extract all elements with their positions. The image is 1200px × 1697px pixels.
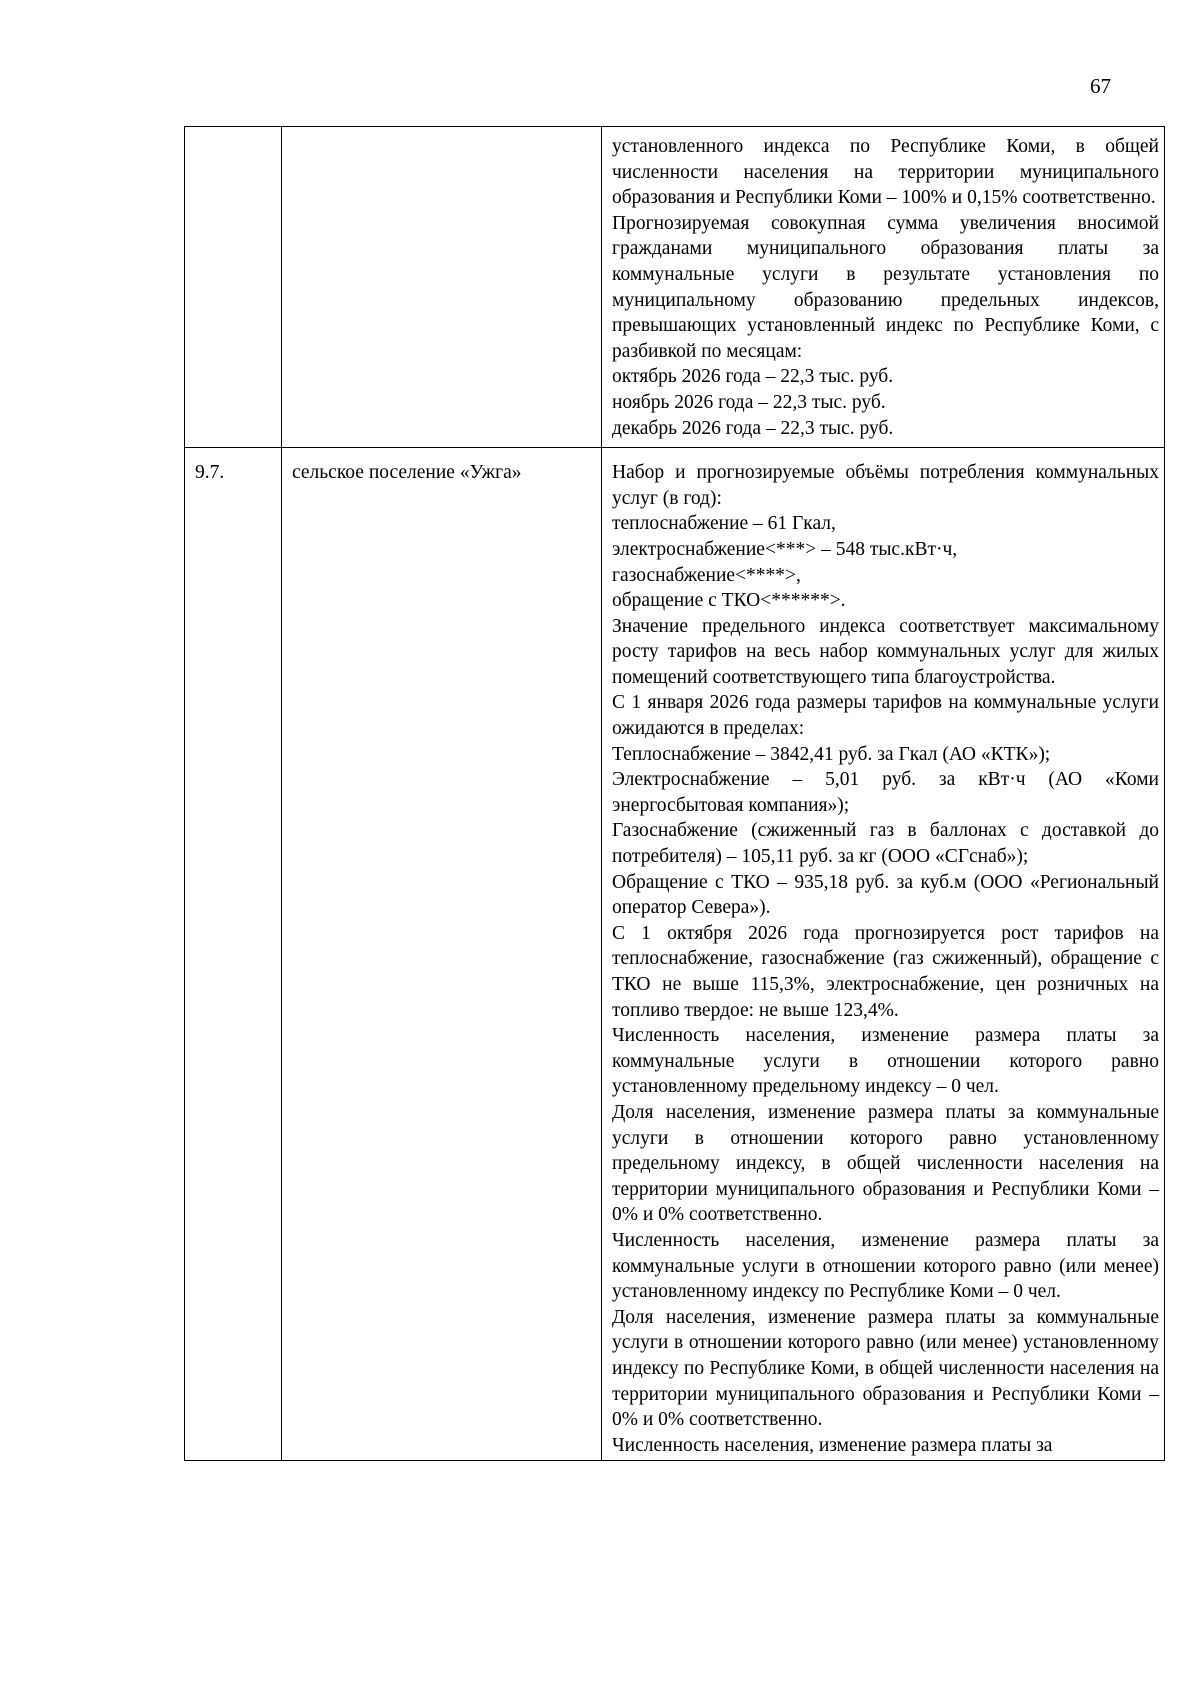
- municipality-name-cell: [282, 127, 602, 448]
- row-number-cell: [185, 127, 282, 448]
- paragraph: газоснабжение<****>,: [612, 564, 801, 586]
- tariff-table: [184, 126, 1165, 1461]
- paragraph: С 1 января 2026 года размеры тарифов на коммунальные услуги ожидаются в пределах:: [612, 692, 1159, 740]
- paragraph: С 1 октября 2026 года прогнозируется рост тарифов на теплоснабжение, газоснабжение (газ сжиженный), обращение с ТКО не выше 115,3%, электроснабжение, цен розничных на топливо твердое: не выше 123,4%.: [612, 922, 1159, 1021]
- paragraph: Доля населения, изменение размера платы за коммунальные услуги в отношении которого равно установленному предельному индексу, в общей численности населения на территории муниципального образования и Республики Коми – 0% и 0% соответственно.: [612, 1101, 1159, 1226]
- table-row: [185, 127, 1165, 448]
- paragraph: Теплоснабжение – 3842,41 руб. за Гкал (АО «КТК»);: [612, 743, 1051, 765]
- paragraph: Доля населения, изменение размера платы за коммунальные услуги в отношении которого равно (или менее) установленному индексу по Республике Коми, в общей численности населения на территории муниципального образования и Республики Коми – 0% и 0% соответственно.: [612, 1306, 1159, 1431]
- paragraph: октябрь 2026 года – 22,3 тыс. руб.: [612, 366, 894, 388]
- row-number-cell: 9.7.: [185, 448, 282, 1461]
- paragraph: Численность населения, изменение размера платы за: [612, 1434, 1053, 1456]
- table-row: [185, 448, 1165, 1461]
- municipality-name-cell: сельское поселение «Ужга»: [282, 448, 602, 1461]
- paragraph: электроснабжение<***> – 548 тыс.кВт·ч,: [612, 538, 958, 560]
- paragraph: Набор и прогнозируемые объёмы потребления коммунальных услуг (в год):: [612, 462, 1159, 509]
- paragraph: Численность населения, изменение размера платы за коммунальные услуги в отношении которого равно (или менее) установленному индексу по Республике Коми – 0 чел.: [612, 1229, 1159, 1303]
- paragraph: Прогнозируемая совокупная сумма увеличения вносимой гражданами муниципального образования платы за коммунальные услуги в результате установления по муниципальному образованию предельных индексов, превышающих установленный индекс по Республике Коми, с разбивкой по месяцам:: [612, 212, 1159, 362]
- description-cell: [602, 127, 1165, 448]
- page-number: 67: [1090, 74, 1111, 98]
- paragraph: теплоснабжение – 61 Гкал,: [612, 513, 836, 535]
- paragraph: декабрь 2026 года – 22,3 тыс. руб.: [612, 417, 894, 439]
- paragraph: Электроснабжение – 5,01 руб. за кВт·ч (АО «Коми энергосбытовая компания»);: [612, 769, 1159, 816]
- paragraph: Численность населения, изменение размера платы за коммунальные услуги в отношении которого равно установленному предельному индексу – 0 чел.: [612, 1025, 1159, 1098]
- paragraph: установленного индекса по Республике Коми, в общей численности населения на территории муниципального образования и Республики Коми – 100% и 0,15% соответственно.: [612, 136, 1159, 209]
- description-cell: [602, 448, 1165, 1461]
- paragraph: обращение с ТКО<******>.: [612, 590, 846, 612]
- paragraph: ноябрь 2026 года – 22,3 тыс. руб.: [612, 391, 886, 413]
- paragraph: Значение предельного индекса соответствует максимальному росту тарифов на весь набор коммунальных услуг для жилых помещений соответствующего типа благоустройства.: [612, 615, 1159, 688]
- paragraph: Газоснабжение (сжиженный газ в баллонах с доставкой до потребителя) – 105,11 руб. за кг (ООО «СГснаб»);: [612, 820, 1159, 868]
- paragraph: Обращение с ТКО – 935,18 руб. за куб.м (ООО «Региональный оператор Севера»).: [612, 871, 1159, 919]
